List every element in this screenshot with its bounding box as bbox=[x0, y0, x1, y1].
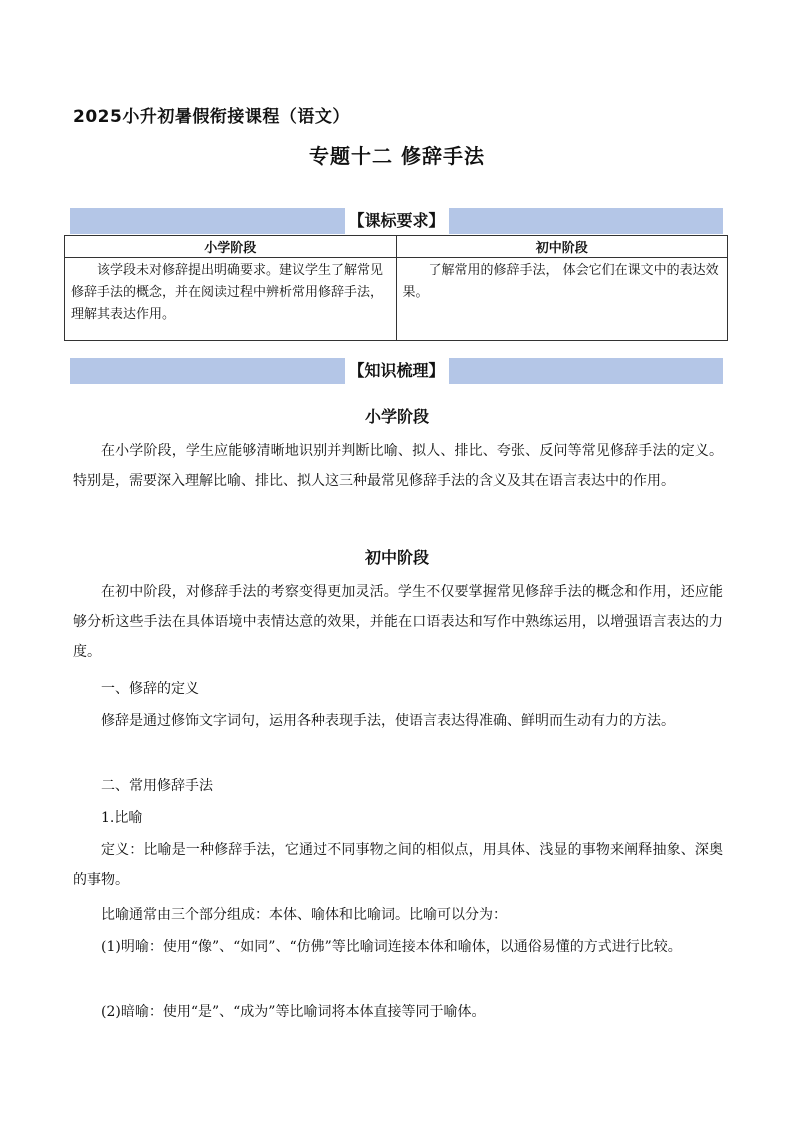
standards-banner bbox=[70, 208, 723, 234]
table-row bbox=[65, 258, 728, 341]
standards-label: 【课标要求】 bbox=[344, 208, 448, 234]
primary-stage-text: 在小学阶段，学生应能够清晰地识别并判断比喻、拟人、排比、夸张、反问等常见修辞手法的定义。特别是，需要深入理解比喻、排比、拟人这三种最常见修辞手法的含义及其在语言表达中的作用。 bbox=[73, 443, 723, 489]
section-definition-title: 一、修辞的定义 bbox=[101, 681, 199, 697]
metaphor-parts: 比喻通常由三个部分组成：本体、喻体和比喻词。比喻可以分为： bbox=[101, 907, 507, 923]
metaphor-type-simile: (1)明喻：使用“像”、“如同”、“仿佛”等比喻词连接本体和喻体，以通俗易懂的方式进行比较。 bbox=[101, 939, 682, 955]
standards-table bbox=[64, 235, 728, 341]
page-title: 专题十二 修辞手法 bbox=[309, 144, 485, 168]
metaphor-type-implicit: (2)暗喻：使用“是”、“成为”等比喻词将本体直接等同于喻体。 bbox=[101, 1004, 486, 1020]
junior-stage-text: 在初中阶段，对修辞手法的考察变得更加灵活。学生不仅要掌握常见修辞手法的概念和作用，还应能够分析这些手法在具体语境中表情达意的效果，并能在口语表达和写作中熟练运用，以增强语言表达的力度。 bbox=[73, 584, 723, 660]
section-common-title: 二、常用修辞手法 bbox=[101, 778, 213, 794]
cell-primary-requirement: 该学段未对修辞提出明确要求。建议学生了解常见修辞手法的概念，并在阅读过程中辨析常用修辞手法，理解其表达作用。 bbox=[65, 258, 397, 341]
knowledge-label: 【知识梳理】 bbox=[344, 358, 448, 384]
section-definition-text: 修辞是通过修饰文字词句，运用各种表现手法，使语言表达得准确、鲜明而生动有力的方法。 bbox=[101, 713, 675, 729]
metaphor-definition: 定义：比喻是一种修辞手法，它通过不同事物之间的相似点，用具体、浅显的事物来阐释抽象、深奥的事物。 bbox=[73, 842, 723, 888]
metaphor-title: 1.比喻 bbox=[101, 810, 143, 826]
knowledge-banner bbox=[70, 358, 723, 384]
primary-stage-heading: 小学阶段 bbox=[364, 407, 429, 426]
table-header-row bbox=[65, 236, 728, 258]
cell-junior-requirement: 了解常用的修辞手法， 体会它们在课文中的表达效果。 bbox=[396, 258, 728, 341]
column-header-primary: 小学阶段 bbox=[65, 236, 397, 258]
column-header-junior: 初中阶段 bbox=[396, 236, 728, 258]
junior-stage-heading: 初中阶段 bbox=[364, 548, 429, 567]
course-title: 2025小升初暑假衔接课程（语文） bbox=[73, 107, 350, 127]
